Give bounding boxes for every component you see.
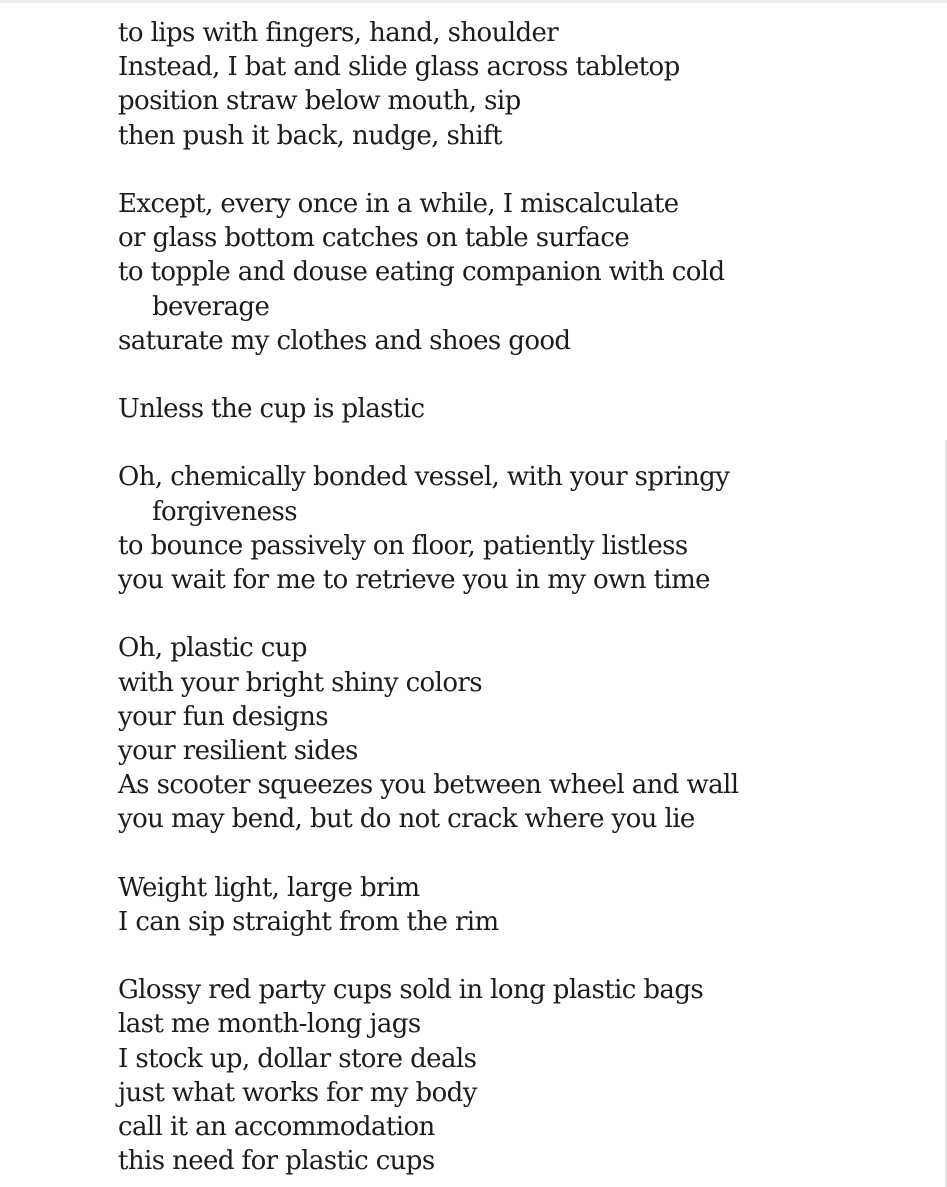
poem-line-continuation: beverage xyxy=(152,291,270,322)
poem-line-continuation: forgiveness xyxy=(152,496,297,527)
poem-line: just what works for my body xyxy=(118,1077,477,1108)
poem-line: to lips with fingers, hand, shoulder xyxy=(118,18,559,48)
poem-line: or glass bottom catches on table surface xyxy=(118,223,630,254)
stanza xyxy=(118,973,918,1178)
poem-line: Unless the cup is plastic xyxy=(118,394,425,425)
poem-line: Instead, I bat and slide glass across tabletop xyxy=(118,52,680,83)
stanza xyxy=(118,16,918,153)
poem-line: your fun designs xyxy=(118,701,328,732)
poem-line: you wait for me to retrieve you in my own time xyxy=(118,565,710,595)
stanza xyxy=(118,187,918,358)
poem-line: Except, every once in a while, I miscalculate xyxy=(118,188,679,219)
poem-line: Weight light, large brim xyxy=(118,872,420,903)
stanza-break xyxy=(118,358,918,392)
stanza-break xyxy=(118,939,918,973)
poem-line: As scooter squeezes you between wheel and wall xyxy=(118,770,739,801)
poem-line: with your bright shiny colors xyxy=(118,667,482,698)
stanza-break xyxy=(118,837,918,871)
poem-line: I stock up, dollar store deals xyxy=(118,1043,477,1074)
poem-line: last me month-long jags xyxy=(118,1009,421,1040)
poem-line: position straw below mouth, sip xyxy=(118,86,521,117)
poem-line: Oh, plastic cup xyxy=(118,633,307,664)
stanza-break xyxy=(118,597,918,631)
poem-body xyxy=(118,16,918,1178)
page-top-border xyxy=(0,0,947,3)
stanza-break xyxy=(118,153,918,187)
poem-line: then push it back, nudge, shift xyxy=(118,120,502,151)
stanza-break xyxy=(118,426,918,460)
poem-line: call it an accommodation xyxy=(118,1112,435,1142)
stanza xyxy=(118,460,918,597)
poem-line: to topple and douse eating companion with cold xyxy=(118,257,725,288)
poem-line: Glossy red party cups sold in long plastic bags xyxy=(118,975,704,1006)
poem-line: to bounce passively on floor, patiently listless xyxy=(118,530,688,561)
poem-line: you may bend, but do not crack where you lie xyxy=(118,804,695,835)
stanza xyxy=(118,392,918,426)
poem-line: saturate my clothes and shoes good xyxy=(118,325,571,356)
stanza xyxy=(118,631,918,836)
poem-line: your resilient sides xyxy=(118,735,358,766)
poem-line: I can sip straight from the rim xyxy=(118,906,499,937)
stanza xyxy=(118,871,918,939)
poem-line: this need for plastic cups xyxy=(118,1146,435,1177)
poem-line: Oh, chemically bonded vessel, with your springy xyxy=(118,462,730,493)
